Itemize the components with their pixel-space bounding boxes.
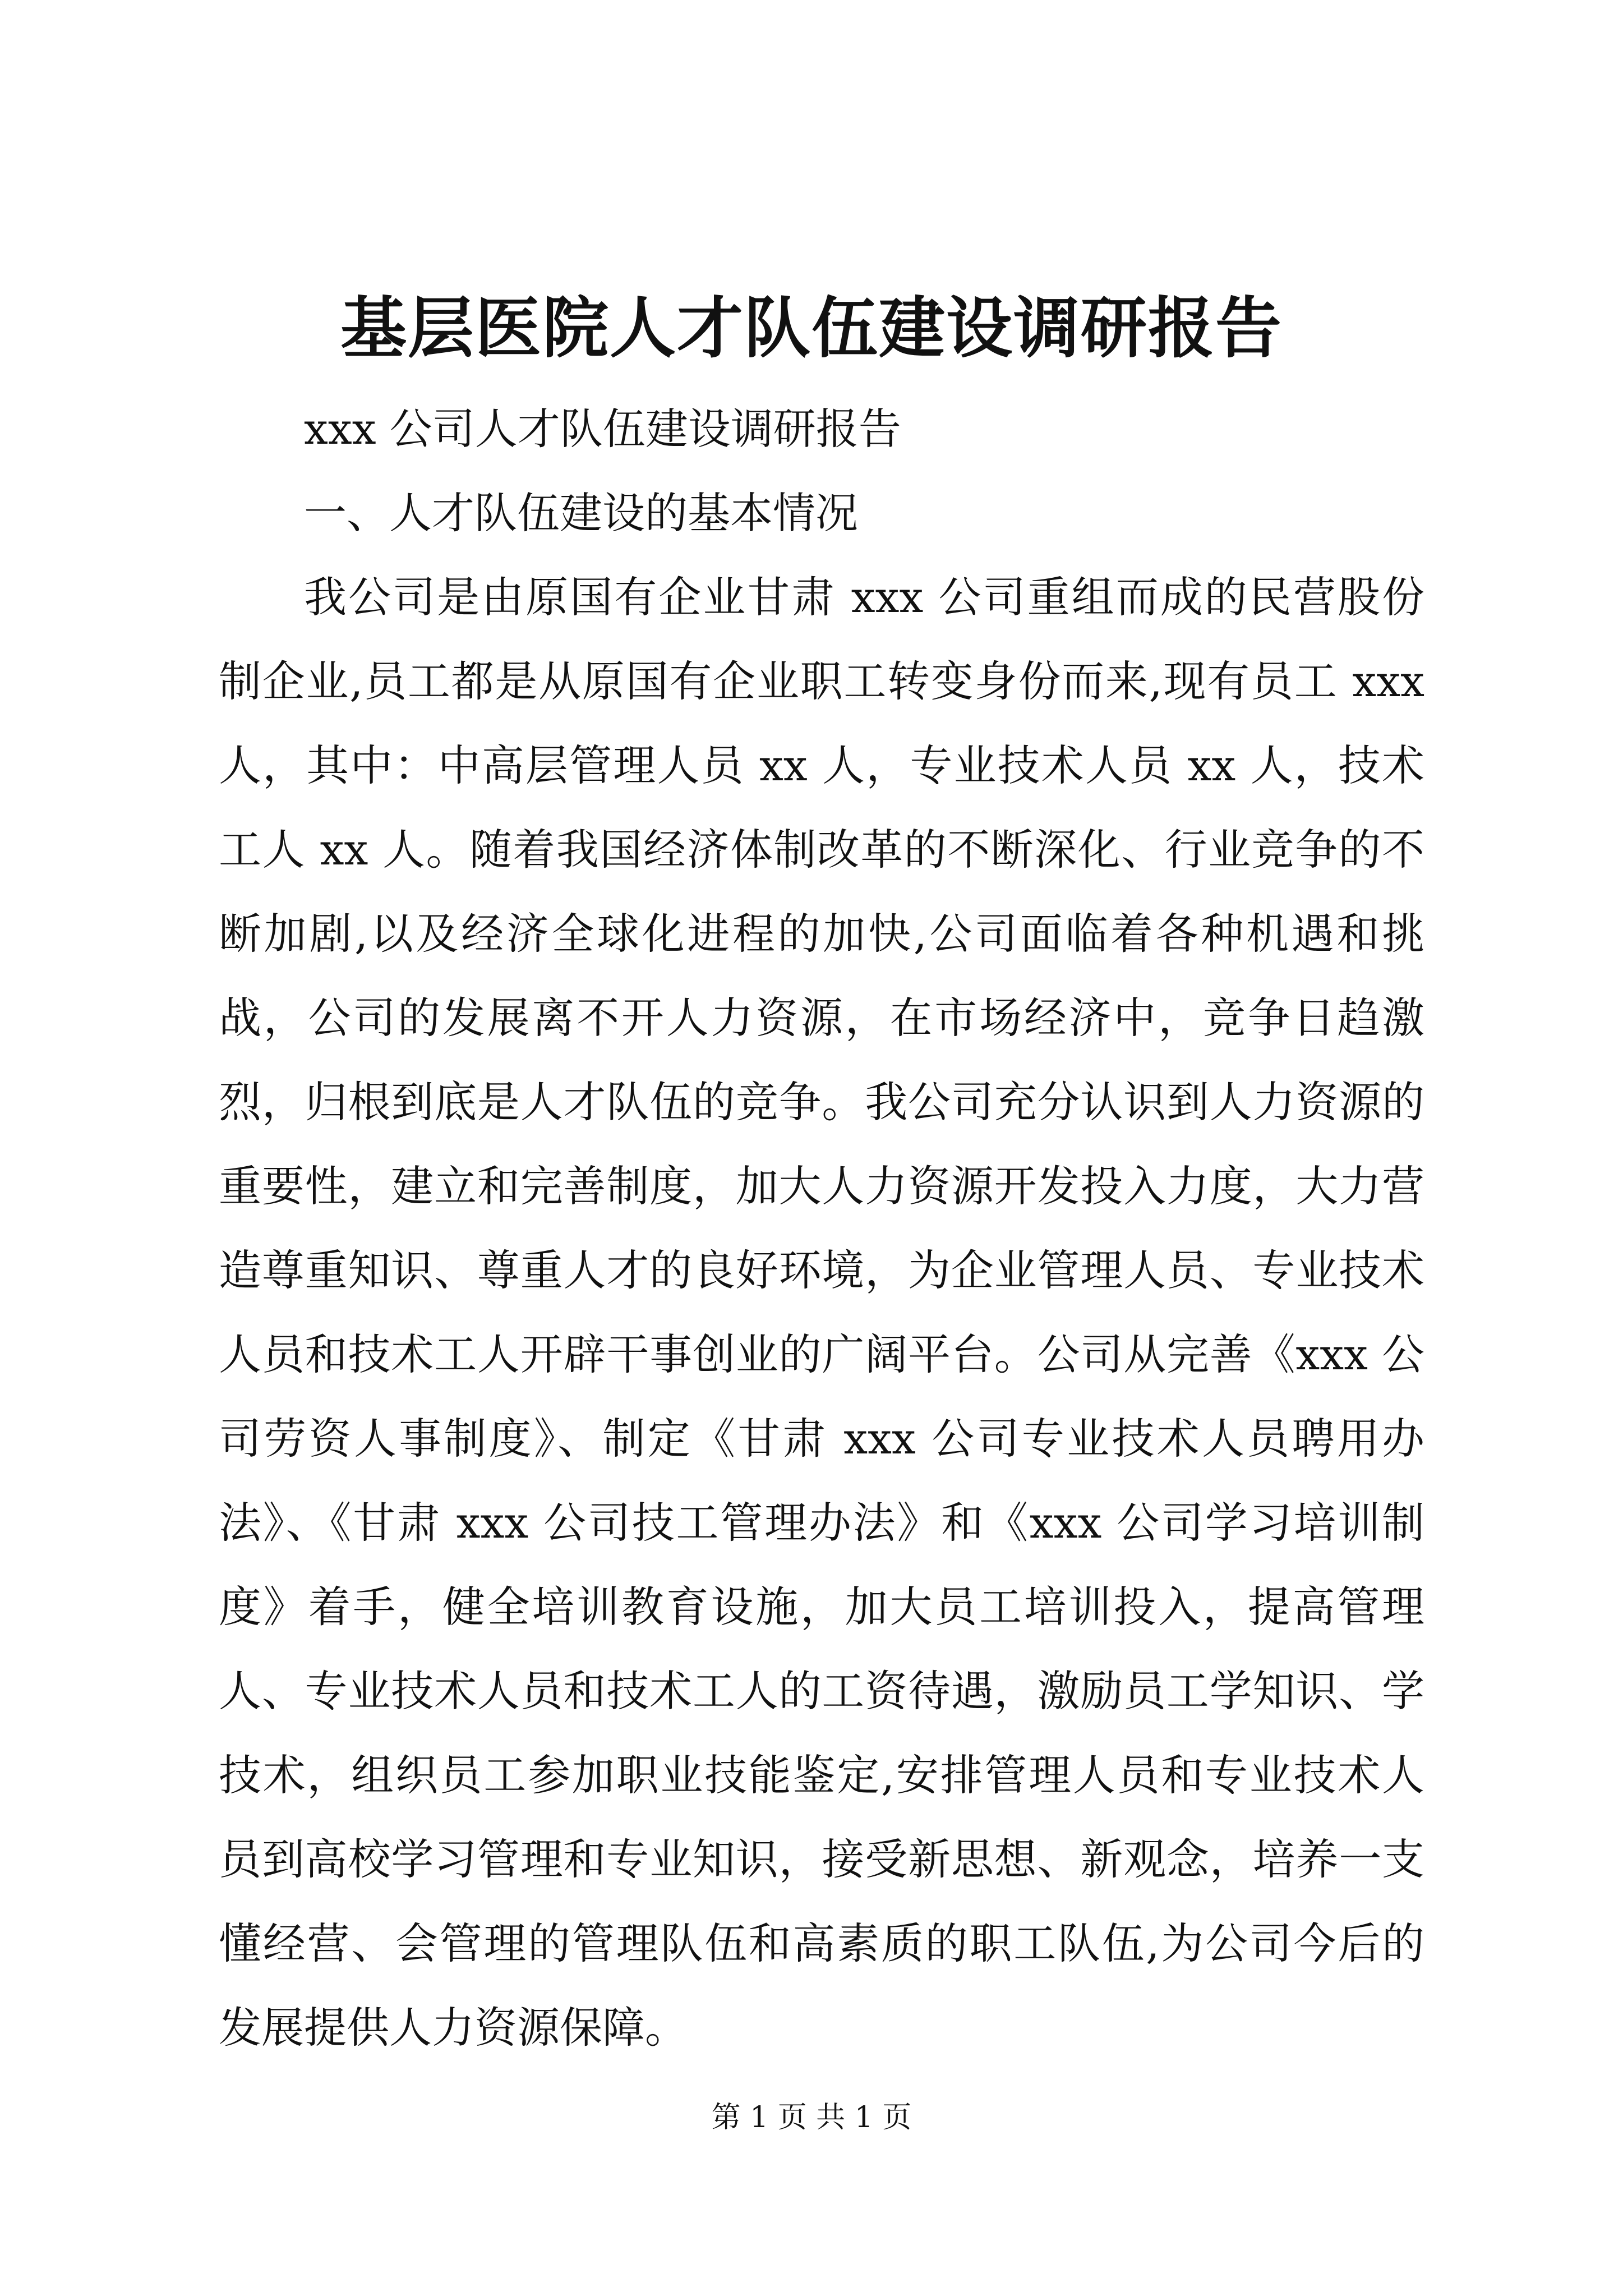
document-body <box>219 387 1424 2070</box>
page-footer: 第 1 页 共 1 页 <box>711 2101 912 2134</box>
section-heading: 一、人才队伍建设的基本情况 <box>304 488 858 538</box>
subtitle-line: xxx 公司人才队伍建设调研报告 <box>304 404 901 454</box>
document-title: 基层医院人才队伍建设调研报告 <box>340 289 1283 367</box>
body-paragraph: 我公司是由原国有企业甘肃 xxx 公司重组而成的民营股份制企业,员工都是从原国有企业职工转变身份而来,现有员工 xxx 人，其中：中高层管理人员 xx 人，专业技术人员 xx 人，技术工人 xx 人。随着我国经济体制改革的不断深化、行业竞争的不断加剧,以及经济全球化进程的加快,公司面临着各种机遇和挑战，公司的发展离不开人力资源，在市场经济中，竞争日趋激烈，归根到底是人才队伍的竞争。我公司充分认识到人力资源的重要性，建立和完善制度，加大人力资源开发投入力度，大力营造尊重知识、尊重人才的良好环境，为企业管理人员、专业技术人员和技术工人开辟干事创业的广阔平台。公司从完善《xxx 公司劳资人事制度》、制定《甘肃 xxx 公司专业技术人员聘用办法》、《甘肃 xxx 公司技工管理办法》和《xxx 公司学习培训制度》着手，健全培训教育设施，加大员工培训投入，提高管理人、专业技术人员和技术工人的工资待遇，激励员工学知识、学技术，组织员工参加职业技能鉴定,安排管理人员和专业技术人员到高校学习管理和专业知识，接受新思想、新观念，培养一支懂经营、会管理的管理队伍和高素质的职工队伍,为公司今后的发展提供人力资源保障。 <box>219 572 1424 2053</box>
